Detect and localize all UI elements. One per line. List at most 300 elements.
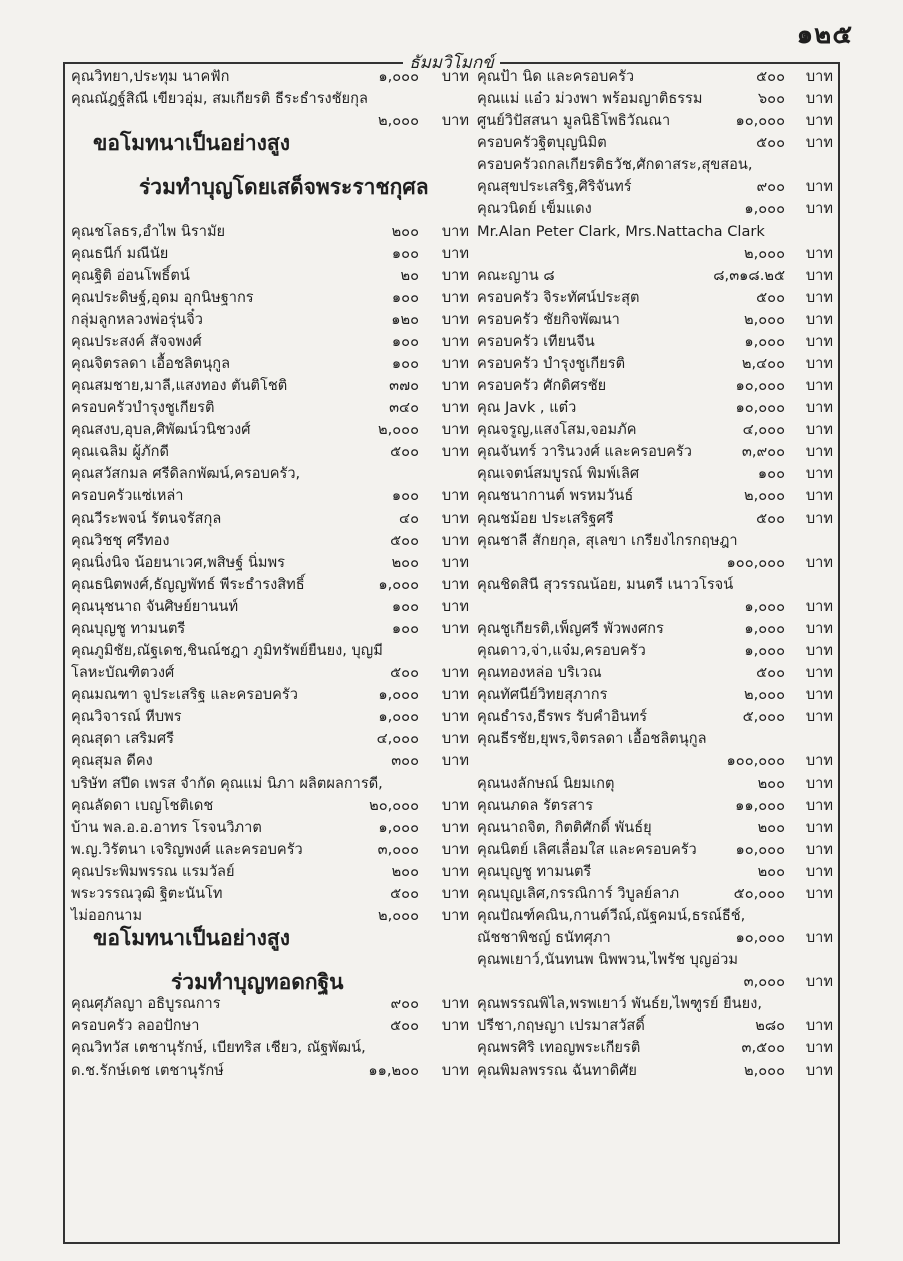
currency-unit: บาท [441, 575, 469, 593]
donor-name: คุณดาว,จ่า,แจ๋ม,ครอบครัว [477, 642, 646, 660]
donor-name: ครอบครัว บำรุงชูเกียรติ [477, 355, 626, 373]
donor-name: คุณทัศนีย์วิทยสุภากร [477, 686, 608, 704]
currency-unit: บาท [805, 443, 833, 461]
currency-unit: บาท [805, 642, 833, 660]
donor-entry [71, 706, 471, 728]
donor-name: คุณป้า นิด และครอบครัว [477, 68, 635, 85]
donor-entry [477, 596, 835, 618]
donation-amount: ๒,๔๐๐ [741, 355, 785, 373]
donation-amount: ๓,๐๐๐ [377, 840, 419, 858]
donation-amount: ๒,๐๐๐ [744, 310, 785, 328]
currency-unit: บาท [805, 90, 833, 108]
donor-entry [477, 618, 835, 640]
donor-entry [477, 375, 835, 397]
donor-entry [71, 110, 471, 132]
section-heading: ขอโมทนาเป็นอย่างสูง [93, 926, 290, 951]
donation-amount: ๑,๐๐๐ [744, 619, 785, 637]
donor-entry [71, 905, 471, 927]
currency-unit: บาท [805, 1061, 833, 1079]
donation-amount: ๑๐๐ [391, 244, 419, 262]
donation-amount: ๑๑,๐๐๐ [735, 796, 785, 814]
currency-unit: บาท [805, 266, 833, 284]
donor-entry [477, 993, 835, 1015]
donor-name: คุณฐิติ อ่อนโพธิ์ตน์ [71, 266, 190, 284]
donor-name: ปรีชา,กฤษญา เปรมาสวัสดิ์ [477, 1017, 645, 1035]
currency-unit: บาท [805, 619, 833, 637]
donor-entry [477, 176, 835, 198]
donor-name: คุณนภดล รัตรสาร [477, 796, 594, 814]
donor-name: คุณชโลธร,อำไพ นิรามัย [71, 222, 226, 240]
donation-amount: ๒๐๐ [757, 774, 785, 792]
donation-amount: ๒,๐๐๐ [378, 906, 419, 924]
currency-unit: บาท [441, 421, 469, 439]
currency-unit: บาท [441, 112, 469, 130]
donation-amount: ๑๐,๐๐๐ [735, 377, 785, 395]
donor-entry [71, 485, 471, 507]
donation-amount: ๔๐ [399, 509, 419, 527]
donor-entry [477, 795, 835, 817]
currency-unit: บาท [805, 399, 833, 417]
currency-unit: บาท [805, 752, 833, 770]
donor-name: ศูนย์วิปัสสนา มูลนิธิโพธิวัณณา [477, 112, 671, 130]
donor-entry [477, 883, 835, 905]
currency-unit: บาท [441, 332, 469, 350]
donation-amount: ๕๐๐ [390, 884, 419, 902]
currency-unit: บาท [805, 509, 833, 527]
donor-entry [71, 552, 471, 574]
donor-name: คุณนงลักษณ์ นิยมเกตุ [477, 774, 615, 792]
donation-amount: ๒๐๐ [757, 818, 785, 836]
donor-entry [71, 596, 471, 618]
donor-entry [71, 1037, 471, 1059]
donor-name: คุณชาลี สักยกุล, สุเลขา เกรียงไกรกฤษฎา [477, 531, 738, 549]
donation-amount: ๒๐ [400, 266, 419, 284]
donation-amount: ๕๐๐ [390, 531, 419, 549]
donor-entry [71, 508, 471, 530]
donor-entry [71, 243, 471, 265]
donor-name: คุณธำรง,ธีรพร รับคำอินทร์ [477, 708, 648, 726]
donor-name: ด.ช.รักษ์เดช เตชานุรักษ์ [71, 1061, 224, 1079]
donor-entry [477, 1037, 835, 1059]
donation-amount: ๕๐,๐๐๐ [733, 884, 785, 902]
currency-unit: บาท [805, 421, 833, 439]
donor-entry [71, 662, 471, 684]
donation-amount: ๑,๐๐๐ [378, 818, 419, 836]
donor-entry [71, 88, 471, 110]
donation-amount: ๒๐๐ [757, 862, 785, 880]
currency-unit: บาท [441, 553, 469, 571]
donor-entry [71, 1015, 471, 1037]
currency-unit: บาท [441, 708, 469, 726]
currency-unit: บาท [805, 310, 833, 328]
donor-entry [477, 485, 835, 507]
currency-unit: บาท [805, 134, 833, 152]
donor-name: คุณสงบ,อุบล,ศิพัฒน์วนิชวงศ์ [71, 421, 251, 439]
currency-unit: บาท [805, 1039, 833, 1057]
donation-amount: ๒,๐๐๐ [744, 1061, 785, 1079]
spacer [71, 154, 471, 176]
donor-entry [477, 243, 835, 265]
donation-amount: ๕๐๐ [756, 288, 785, 306]
donor-name: คุณจันทร์ วารินวงศ์ และครอบครัว [477, 443, 692, 461]
donor-name: คุณบุญชู ทามนตรี [477, 862, 592, 880]
donation-amount: ๑,๐๐๐ [744, 200, 785, 218]
currency-unit: บาท [805, 597, 833, 615]
donation-amount: ๑๐,๐๐๐ [735, 840, 785, 858]
currency-unit: บาท [441, 531, 469, 549]
donor-name: คุณวีระพจน์ รัตนจรัสกุล [71, 509, 222, 527]
currency-unit: บาท [805, 68, 833, 85]
donation-amount: ๑๐๐,๐๐๐ [726, 553, 785, 571]
currency-unit: บาท [805, 355, 833, 373]
donor-entry [477, 1060, 835, 1082]
donor-entry [71, 1060, 471, 1082]
donor-entry [71, 574, 471, 596]
donor-name: บ้าน พล.อ.อ.อาทร โรจนวิภาต [71, 818, 262, 836]
donor-name: คุณเจตน์สมบูรณ์ พิมพ์เลิศ [477, 465, 640, 483]
right-column [477, 66, 835, 1082]
donation-amount: ๓,๕๐๐ [741, 1039, 785, 1057]
donor-entry [477, 684, 835, 706]
donor-entry [71, 287, 471, 309]
donor-name: คุณวิจารณ์ หีบพร [71, 708, 182, 726]
currency-unit: บาท [441, 995, 469, 1013]
journal-title-text: ธัมมวิโมกข์ [403, 53, 500, 73]
donor-entry [71, 817, 471, 839]
donor-name: คุณธนีก์ มณีนัย [71, 244, 169, 262]
donation-amount: ๑๐,๐๐๐ [735, 112, 785, 130]
donor-entry [477, 971, 835, 993]
currency-unit: บาท [441, 619, 469, 637]
donor-name: คุณปัณฑ์คณิน,กานต์วีณ์,ณัฐคมน์,ธรณ์ธีช์, [477, 906, 746, 924]
donation-amount: ๓๗๐ [389, 377, 419, 395]
donation-amount: ๑๐,๐๐๐ [735, 929, 785, 947]
currency-unit: บาท [441, 818, 469, 836]
donation-amount: ๑๐๐ [391, 597, 419, 615]
donor-name: คุณแม่ แอ๋ว ม่วงพา พร้อมญาติธรรม [477, 90, 703, 108]
donor-name: คุณวิทวัส เตชานุรักษ์, เบียทริส เชียว, ณัฐพัฒน์, [71, 1039, 366, 1057]
donation-amount: ๓๐๐ [391, 752, 419, 770]
currency-unit: บาท [805, 112, 833, 130]
donor-name: พระวรรณวุฒิ ฐิตะนันโท [71, 884, 223, 902]
currency-unit: บาท [805, 288, 833, 306]
donation-amount: ๒๐,๐๐๐ [369, 796, 419, 814]
currency-unit: บาท [805, 200, 833, 218]
currency-unit: บาท [805, 862, 833, 880]
currency-unit: บาท [441, 355, 469, 373]
donor-entry [71, 684, 471, 706]
donor-name: คุณสุขประเสริฐ,ศิริจันทร์ [477, 178, 632, 196]
donation-amount: ๒๘๐ [755, 1017, 785, 1035]
donation-amount: ๑,๐๐๐ [744, 332, 785, 350]
donor-name: คุณพเยาว์,นันทนพ นิพพวน,ไพรัช บุญอ่วม [477, 951, 738, 969]
donor-name: ครอบครัวบำรุงชูเกียรติ [71, 399, 215, 417]
donor-name: คณะญาน ๘ [477, 266, 555, 284]
donor-entry [477, 132, 835, 154]
donor-entry [71, 839, 471, 861]
currency-unit: บาท [805, 487, 833, 505]
donor-entry [477, 221, 835, 243]
donor-entry [477, 397, 835, 419]
currency-unit: บาท [441, 796, 469, 814]
donor-entry [71, 441, 471, 463]
donor-name: คุณลัดดา เบญโชติเดช [71, 796, 214, 814]
donation-amount: ๑,๐๐๐ [378, 575, 419, 593]
donor-entry [71, 265, 471, 287]
donor-name: คุณชูเกียรติ,เพ็ญศรี พัวพงศกร [477, 619, 664, 637]
donor-name: ครอบครัว ลออปักษา [71, 1017, 200, 1035]
donation-amount: ๙๐๐ [756, 178, 785, 196]
donor-entry [477, 574, 835, 596]
donor-entry [477, 905, 835, 927]
donor-entry [477, 750, 835, 772]
donor-name: คุณธีรชัย,ยุพร,จิตรลดา เอื้อชลิตนุกูล [477, 730, 707, 748]
donor-name: ครอบครัว ศักดิศรชัย [477, 377, 607, 395]
donor-name: คุณสุมล ดีคง [71, 752, 153, 770]
donor-entry [477, 839, 835, 861]
page-number: ๑๒๕ [796, 20, 853, 50]
section-heading: ร่วมทำบุญทอดกฐิน [171, 970, 344, 995]
donor-name: คุณชิดสินี สุวรรณน้อย, มนตรี เนาวโรจน์ [477, 575, 734, 593]
donor-name: คุณพิมลพรรณ ฉันทาดิศัย [477, 1061, 637, 1079]
donation-amount: ๒,๐๐๐ [744, 244, 785, 262]
donation-amount: ๕๐๐ [756, 134, 785, 152]
currency-unit: บาท [441, 222, 469, 240]
donor-name: บริษัท สปีด เพรส จำกัด คุณแม่ นิภา ผลิตผลการดี, [71, 774, 383, 792]
donor-entry [71, 795, 471, 817]
donor-name: คุณบุญเลิศ,กรรณิการ์ วิบูลย์ลาภ [477, 884, 680, 902]
spacer [71, 198, 471, 220]
donor-entry [71, 331, 471, 353]
donation-amount: ๕๐๐ [390, 443, 419, 461]
donor-entry [477, 154, 835, 176]
donor-entry [477, 309, 835, 331]
currency-unit: บาท [441, 840, 469, 858]
donor-entry [71, 66, 471, 88]
donation-amount: ๑๐๐ [391, 332, 419, 350]
donor-name: คุณธนิตพงศ์,ธัญญพัทธ์ พีระธำรงสิทธิ์ [71, 575, 305, 593]
donor-entry [477, 927, 835, 949]
donor-name: คุณภูมิชัย,ณัฐเดช,ชินณ์ชฎา ภูมิทรัพย์ยืนยง, บุญมี [71, 642, 383, 660]
donor-name: Mr.Alan Peter Clark, Mrs.Nattacha Clark [477, 222, 765, 240]
donor-name: คุณนิตย์ เลิศเลื่อมใส และครอบครัว [477, 840, 697, 858]
donor-name: คุณเฉลิม ผู้ภักดี [71, 443, 169, 461]
donor-entry [477, 110, 835, 132]
donor-entry [477, 353, 835, 375]
currency-unit: บาท [441, 884, 469, 902]
donor-entry [477, 552, 835, 574]
currency-unit: บาท [805, 973, 833, 991]
donor-name: คุณทองหล่อ บริเวณ [477, 664, 602, 682]
donor-entry [71, 353, 471, 375]
donor-entry [71, 773, 471, 795]
donation-amount: ๕๐๐ [756, 664, 785, 682]
donor-name: คุณจิตรลดา เอื้อชลิตนุกูล [71, 355, 231, 373]
donor-name: คุณประดิษฐ์,อุดม อุกนิษฐากร [71, 288, 254, 306]
donation-amount: ๑๐๐ [391, 619, 419, 637]
donor-entry [477, 949, 835, 971]
currency-unit: บาท [441, 266, 469, 284]
donor-name: คุณพรรณพิไล,พรพเยาว์ พันธ์ย,ไพฑูรย์ ยืนยง, [477, 995, 762, 1013]
donation-amount: ๕๐๐ [756, 509, 785, 527]
currency-unit: บาท [441, 906, 469, 924]
currency-unit: บาท [805, 553, 833, 571]
donation-amount: ๒๐๐ [391, 553, 419, 571]
donation-amount: ๘,๓๑๘.๒๕ [713, 266, 785, 284]
currency-unit: บาท [805, 244, 833, 262]
donation-amount: ๖๐๐ [757, 90, 785, 108]
currency-unit: บาท [441, 664, 469, 682]
currency-unit: บาท [441, 509, 469, 527]
donor-name: คุณนาถจิต, กิตติศักดิ์ พันธ์ยุ [477, 818, 652, 836]
donation-amount: ๓,๙๐๐ [741, 443, 785, 461]
donor-entry [477, 66, 835, 88]
donor-entry [71, 309, 471, 331]
left-column [71, 66, 471, 1082]
currency-unit: บาท [441, 288, 469, 306]
currency-unit: บาท [805, 686, 833, 704]
donor-name: ครอบครัวแซ่เหล่า [71, 487, 184, 505]
spacer [71, 949, 471, 971]
donor-name: คุณบุญชู ทามนตรี [71, 619, 186, 637]
currency-unit: บาท [805, 796, 833, 814]
donor-entry [477, 287, 835, 309]
currency-unit: บาท [441, 68, 469, 85]
donation-amount: ๑๐๐ [391, 288, 419, 306]
currency-unit: บาท [441, 730, 469, 748]
donation-amount: ๒๐๐ [391, 222, 419, 240]
donation-amount: ๓๔๐ [389, 399, 419, 417]
donor-name: คุณมณฑา จูประเสริฐ และครอบครัว [71, 686, 298, 704]
donation-amount: ๑,๐๐๐ [744, 642, 785, 660]
currency-unit: บาท [441, 1017, 469, 1035]
donor-name: คุณ Javk , แต๋ว [477, 399, 577, 417]
donor-entry [477, 662, 835, 684]
donor-name: คุณพรศิริ เทอญพระเกียรติ [477, 1039, 641, 1057]
currency-unit: บาท [441, 487, 469, 505]
donor-entry [71, 640, 471, 662]
donation-amount: ๑,๐๐๐ [378, 686, 419, 704]
currency-unit: บาท [805, 774, 833, 792]
donor-entry [477, 728, 835, 750]
currency-unit: บาท [805, 708, 833, 726]
donation-amount: ๑๐๐ [391, 355, 419, 373]
donation-amount: ๒,๐๐๐ [744, 487, 785, 505]
currency-unit: บาท [441, 597, 469, 615]
donor-name: คุณนิ่งนิจ น้อยนาเวศ,พสิษฐ์ นิ่มพร [71, 553, 286, 571]
donor-name: คุณวิชชุ ศรีทอง [71, 531, 170, 549]
donor-name: โลหะบัณฑิตวงศ์ [71, 664, 175, 682]
donation-amount: ๑๒๐ [391, 310, 419, 328]
donation-amount: ๕๐๐ [390, 1017, 419, 1035]
donor-entry [477, 508, 835, 530]
currency-unit: บาท [805, 884, 833, 902]
donation-amount: ๕๐๐ [390, 664, 419, 682]
currency-unit: บาท [805, 818, 833, 836]
donation-amount: ๕,๐๐๐ [742, 708, 785, 726]
donor-name: คุณศุภัลญา อธิบูรณการ [71, 995, 221, 1013]
donor-name: คุณประสงค์ สัจจพงศ์ [71, 332, 202, 350]
donor-entry [71, 419, 471, 441]
donor-name: คุณวิทยา,ประทุม นาคฟัก [71, 68, 230, 85]
donor-name: คุณประพิมพรรณ แรมวัลย์ [71, 862, 235, 880]
donation-amount: ๑๑,๒๐๐ [368, 1061, 419, 1079]
donor-name: กลุ่มลูกหลวงพ่อรุ่นจิ๋ว [71, 310, 204, 328]
currency-unit: บาท [805, 465, 833, 483]
donor-entry [477, 530, 835, 552]
donation-amount: ๑๐๐ [757, 465, 785, 483]
donation-amount: ๑,๐๐๐ [378, 708, 419, 726]
donor-name: ไม่ออกนาม [71, 906, 143, 924]
donor-entry [477, 1015, 835, 1037]
section-heading: ร่วมทำบุญโดยเสด็จพระราชกุศล [139, 175, 429, 200]
currency-unit: บาท [441, 686, 469, 704]
donor-entry [71, 530, 471, 552]
currency-unit: บาท [441, 399, 469, 417]
donor-name: คุณชม้อย ประเสริฐศรี [477, 509, 614, 527]
donor-entry [477, 640, 835, 662]
donation-amount: ๔,๐๐๐ [742, 421, 785, 439]
donor-entry [71, 728, 471, 750]
donor-entry [71, 618, 471, 640]
currency-unit: บาท [805, 332, 833, 350]
donor-name: ครอบครัวถกลเกียรติธวัช,ศักดาสระ,สุขสอน, [477, 156, 753, 174]
donor-entry [477, 463, 835, 485]
donor-name: คุณสุดา เสริมศรี [71, 730, 174, 748]
donor-name: คุณสมชาย,มาลี,แสงทอง ตันติโชติ [71, 377, 288, 395]
donation-amount: ๒,๐๐๐ [378, 112, 419, 130]
donor-entry [71, 221, 471, 243]
donor-entry [477, 706, 835, 728]
donor-entry [477, 817, 835, 839]
donor-name: คุณชนากานต์ พรหมวันธ์ [477, 487, 634, 505]
donation-amount: ๓,๐๐๐ [743, 973, 785, 991]
donation-amount: ๒,๐๐๐ [744, 686, 785, 704]
currency-unit: บาท [441, 377, 469, 395]
currency-unit: บาท [805, 929, 833, 947]
donation-amount: ๑,๐๐๐ [744, 597, 785, 615]
currency-unit: บาท [805, 377, 833, 395]
donor-entry [71, 463, 471, 485]
donor-entry [71, 375, 471, 397]
donation-amount: ๕๐๐ [756, 68, 785, 85]
donor-name: พ.ญ.วิรัตนา เจริญพงศ์ และครอบครัว [71, 840, 303, 858]
donor-entry [477, 265, 835, 287]
donation-amount: ๑๐,๐๐๐ [735, 399, 785, 417]
donor-entry [477, 198, 835, 220]
currency-unit: บาท [805, 664, 833, 682]
section-heading: ขอโมทนาเป็นอย่างสูง [93, 131, 290, 156]
donor-entry [477, 419, 835, 441]
currency-unit: บาท [441, 443, 469, 461]
currency-unit: บาท [441, 244, 469, 262]
currency-unit: บาท [805, 1017, 833, 1035]
donor-entry [477, 441, 835, 463]
donor-entry [477, 861, 835, 883]
donor-entry [71, 750, 471, 772]
currency-unit: บาท [441, 862, 469, 880]
donor-name: คุณณัฎฐ์สิณี เขียวอุ่ม, สมเกียรติ ธีระธำรงชัยกุล [71, 90, 368, 108]
donation-amount: ๒๐๐ [391, 862, 419, 880]
donor-name: ครอบครัวฐิตบุญนิมิต [477, 134, 607, 152]
currency-unit: บาท [805, 840, 833, 858]
donor-name: คุณวนิดย์ เข็มแดง [477, 200, 592, 218]
donor-name: คุณสวัสกมล ศรีดิลกพัฒน์,ครอบครัว, [71, 465, 301, 483]
donation-amount: ๑,๐๐๐ [378, 68, 419, 85]
donor-entry [477, 88, 835, 110]
donor-entry [71, 861, 471, 883]
donor-entry [477, 773, 835, 795]
